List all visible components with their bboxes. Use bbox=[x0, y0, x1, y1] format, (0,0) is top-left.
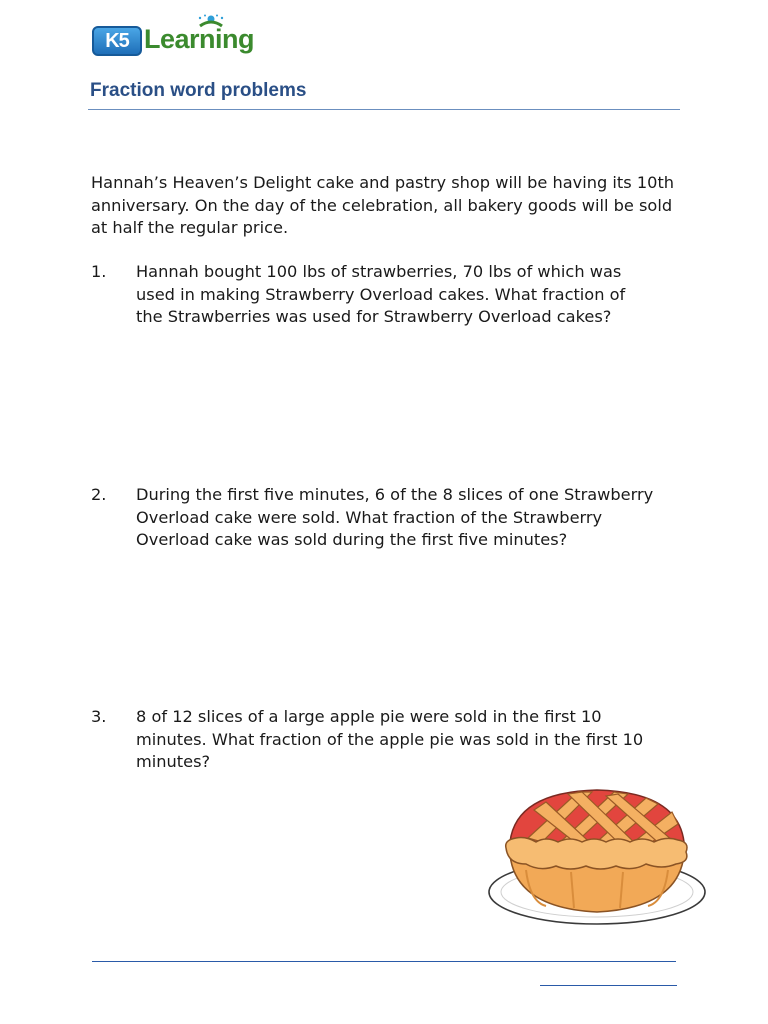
question-text: During the first five minutes, 6 of the 8 slices of one Strawberry Overload cake were sold. What fraction of the Strawberry Overload cake was sold during the first five minutes? bbox=[136, 485, 654, 549]
k5-learning-logo bbox=[92, 14, 262, 60]
question-number: 2. bbox=[91, 485, 107, 504]
question-number: 3. bbox=[91, 707, 107, 726]
title-divider bbox=[88, 109, 680, 110]
intro-paragraph: Hannah’s Heaven’s Delight cake and pastry shop will be having its 10th anniversary. On the day of the celebration, all bakery goods will be sold at half the regular price. bbox=[91, 173, 675, 237]
logo-badge: K5 bbox=[92, 26, 142, 56]
page-title: Fraction word problems bbox=[90, 80, 307, 101]
logo-wordmark: Learning bbox=[144, 24, 255, 54]
question-text: Hannah bought 100 lbs of strawberries, 70 lbs of which was used in making Strawberry Overload cakes. What fraction of the Strawberries was used for Strawberry Overload cakes? bbox=[136, 262, 626, 326]
question-text: 8 of 12 slices of a large apple pie were sold in the first 10 minutes. What fraction of the apple pie was sold in the first 10 minutes? bbox=[136, 707, 644, 771]
question-number: 1. bbox=[91, 262, 107, 281]
footer-link-underline[interactable] bbox=[540, 985, 677, 986]
apple-pie-illustration bbox=[486, 780, 708, 935]
logo-figure-icon bbox=[194, 14, 228, 36]
footer-divider bbox=[92, 961, 676, 962]
